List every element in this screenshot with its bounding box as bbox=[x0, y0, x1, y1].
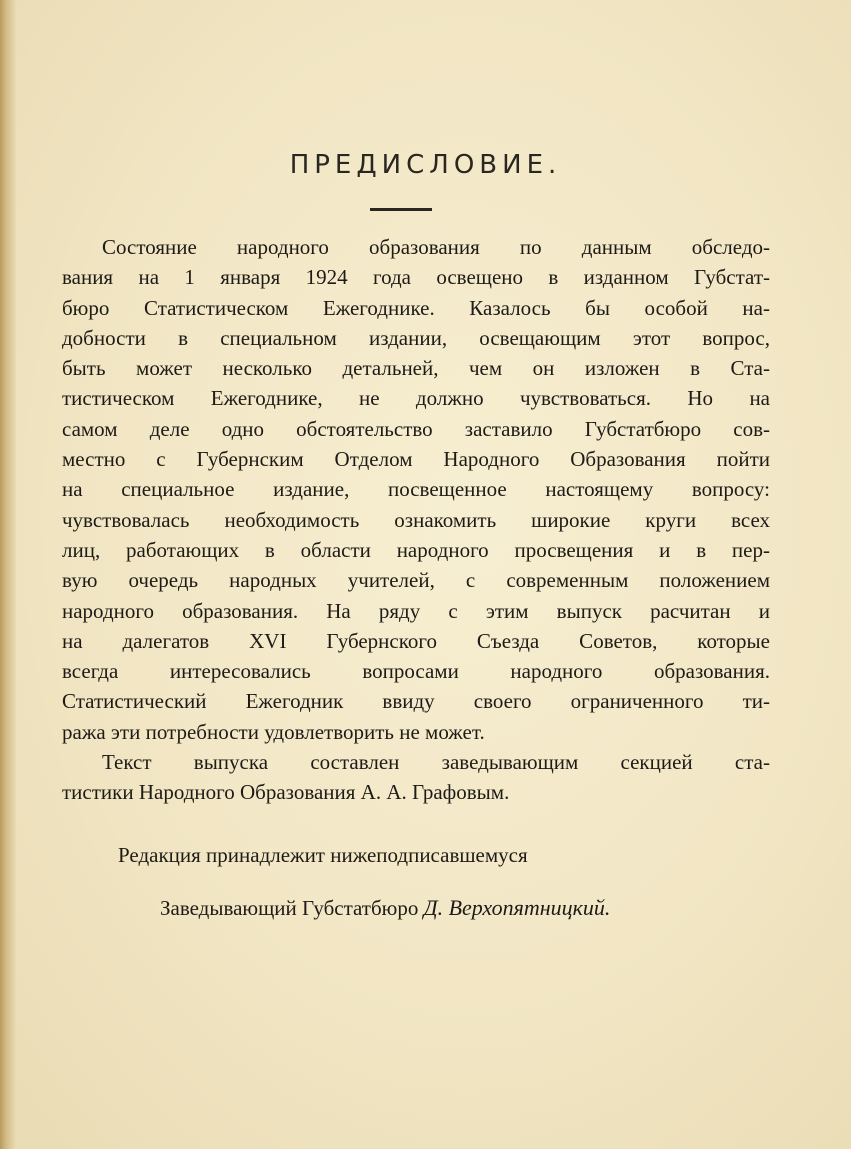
text-line: добности в специальном издании, освещающим этот вопрос, bbox=[62, 325, 770, 350]
text-line: на специальное издание, посвещенное настоящему вопросу: bbox=[62, 477, 770, 502]
text-line: вую очередь народных учителей, с современным положением bbox=[62, 568, 770, 593]
text-line: местно с Губернским Отделом Народного Образования пойти bbox=[62, 447, 770, 472]
text-line: тистики Народного Образования А. А. Графовым. bbox=[62, 780, 510, 805]
text-line: Состояние народного образования по данным обследо- bbox=[102, 235, 770, 259]
text-line: тистическом Ежегоднике, не должно чувствоваться. Но на bbox=[62, 386, 770, 411]
signer-name: Д. Верхопятницкий. bbox=[423, 895, 611, 920]
text-line: вания на 1 января 1924 года освещено в изданном Губстат- bbox=[62, 265, 770, 290]
editorial-credit: Редакция принадлежит нижеподписавшемуся bbox=[118, 843, 528, 867]
page-title: ПРЕДИСЛОВИЕ. bbox=[289, 150, 562, 180]
text-line: ража эти потребности удовлетворить не может. bbox=[62, 719, 485, 744]
text-line: лиц, работающих в области народного просвещения и в пер- bbox=[62, 537, 770, 562]
text-line: бюро Статистическом Ежегоднике. Казалось бы особой на- bbox=[62, 295, 770, 320]
text-line: на далегатов XVI Губернского Съезда Советов, которые bbox=[62, 628, 770, 653]
text-line: быть может несколько детальней, чем он изложен в Ста- bbox=[62, 356, 770, 381]
text-line: Текст выпуска составлен заведывающим секцией ста- bbox=[102, 750, 770, 775]
text-line: самом деле одно обстоятельство заставило Губстатбюро сов- bbox=[62, 416, 770, 441]
text-line: народного образования. На ряду с этим выпуск расчитан и bbox=[62, 598, 770, 623]
title-rule bbox=[370, 208, 432, 211]
signature-line bbox=[160, 893, 610, 923]
signer-title: Заведывающий Губстатбюро bbox=[160, 896, 419, 920]
preface-body bbox=[62, 232, 770, 808]
text-line: Статистический Ежегодник ввиду своего ограниченного ти- bbox=[62, 689, 770, 714]
text-line: всегда интересовались вопросами народного образования. bbox=[62, 659, 770, 684]
text-line: чувствовалась необходимость ознакомить широкие круги всех bbox=[62, 507, 770, 532]
